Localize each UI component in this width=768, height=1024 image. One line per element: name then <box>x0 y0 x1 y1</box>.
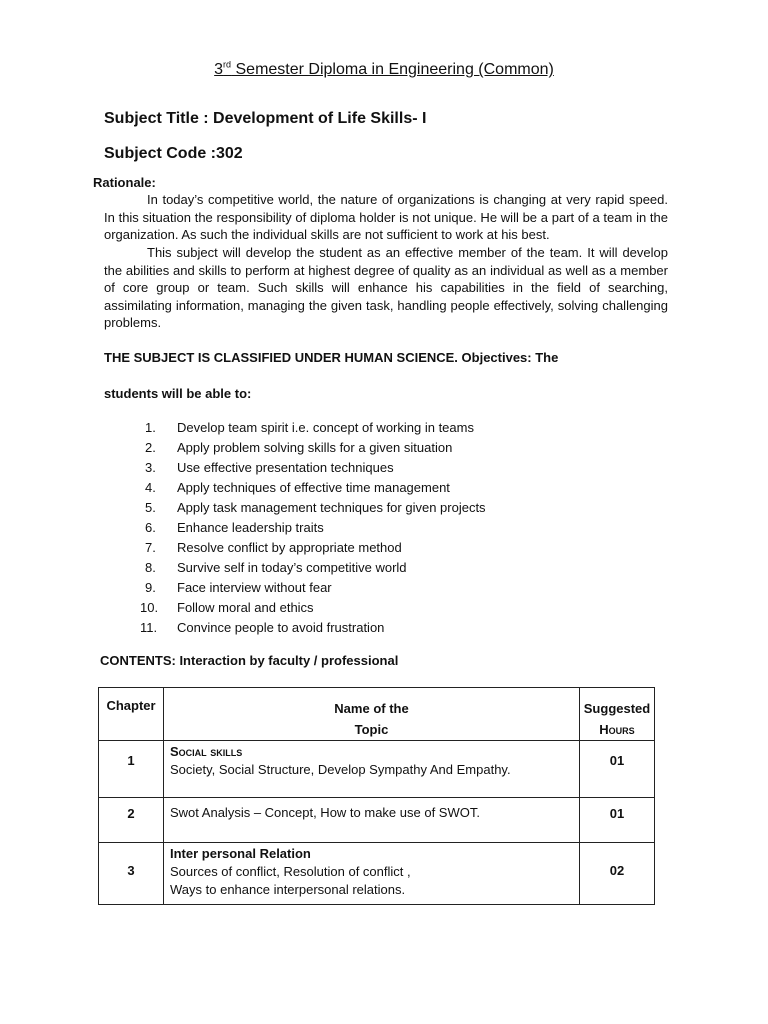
header-topic-line2: Topic <box>354 722 389 737</box>
subject-code: Subject Code :302 <box>104 145 243 162</box>
objective-number: 3. <box>145 460 156 475</box>
objective-number: 9. <box>145 580 156 595</box>
semester-superscript: rd <box>223 60 232 70</box>
contents-label: CONTENTS: Interaction by faculty / professional <box>100 653 399 668</box>
classification-statement: THE SUBJECT IS CLASSIFIED UNDER HUMAN SCIENCE. Objectives: The <box>104 350 559 365</box>
table-row <box>99 843 655 905</box>
objective-number: 1. <box>145 420 156 435</box>
objective-number: 11. <box>140 620 158 635</box>
rationale-paragraph-1 <box>104 191 668 244</box>
objective-number: 10. <box>140 600 159 615</box>
objective-text: Follow moral and ethics <box>177 600 314 615</box>
objective-text: Face interview without fear <box>177 580 332 595</box>
table-row <box>99 798 655 843</box>
objective-item <box>104 479 486 499</box>
objectives-list <box>104 419 486 639</box>
semester-number: 3 <box>214 61 224 79</box>
objective-text: Develop team spirit i.e. concept of working in teams <box>177 420 474 435</box>
header-topic <box>164 688 580 741</box>
document-heading <box>0 60 768 79</box>
rationale-paragraph-2-text: This subject will develop the student as an effective member of the team. It will develop the abilities and skills to perform at highest degree of quality as an individual as well as a member of core group or team. Such skills will enhance his capabilities in the field of searching, assimilating information, managing the given task, handling people effectively, solving challenging problems. <box>104 245 668 331</box>
chapter-number: 2 <box>99 798 164 843</box>
objective-item <box>104 519 486 539</box>
objective-number: 4. <box>145 480 156 495</box>
suggested-hours: 01 <box>580 741 655 798</box>
rationale-paragraph-1-text: In today’s competitive world, the nature of organizations is changing at very rapid speed. In this situation the responsibility of diploma holder is not unique. He will be a part of a team in the organization. As such the individual skills are not sufficient to work at his best. <box>104 192 668 243</box>
header-topic-line1: Name of the <box>334 701 409 716</box>
heading-line <box>214 61 554 78</box>
topic-detail: Society, Social Structure, Develop Sympathy And Empathy. <box>170 762 511 777</box>
objective-item <box>104 499 486 519</box>
topic-cell <box>164 843 580 905</box>
objective-text: Apply problem solving skills for a given situation <box>177 440 453 455</box>
topic-detail: Swot Analysis – Concept, How to make use of SWOT. <box>170 805 480 820</box>
objective-item <box>104 439 486 459</box>
objective-text: Use effective presentation techniques <box>177 460 394 475</box>
objective-item <box>104 539 486 559</box>
topic-cell <box>164 798 580 843</box>
topic-cell <box>164 741 580 798</box>
chapter-number: 3 <box>99 843 164 905</box>
objective-item <box>104 619 486 639</box>
objective-text: Apply techniques of effective time management <box>177 480 450 495</box>
table-row <box>99 741 655 798</box>
heading-text: Semester Diploma in Engineering (Common) <box>231 61 554 79</box>
objective-number: 8. <box>145 560 156 575</box>
objective-text: Resolve conflict by appropriate method <box>177 540 402 555</box>
suggested-hours: 02 <box>580 843 655 905</box>
objective-text: Convince people to avoid frustration <box>177 620 385 635</box>
topic-detail-2: Ways to enhance interpersonal relations. <box>170 882 406 897</box>
objective-number: 6. <box>145 520 156 535</box>
suggested-hours: 01 <box>580 798 655 843</box>
topic-title: Social skills <box>170 744 243 759</box>
objective-number: 2. <box>145 440 156 455</box>
objective-item <box>104 579 486 599</box>
objective-item <box>104 559 486 579</box>
objective-number: 7. <box>145 540 156 555</box>
objective-text: Enhance leadership traits <box>177 520 324 535</box>
objective-number: 5. <box>145 500 156 515</box>
objective-item <box>104 599 486 619</box>
header-hours-line1: Suggested <box>583 701 651 716</box>
rationale-label: Rationale: <box>93 175 156 190</box>
students-intro: students will be able to: <box>104 386 252 401</box>
objective-text: Apply task management techniques for given projects <box>177 500 486 515</box>
header-hours-line2: Hours <box>599 722 635 737</box>
topic-title: Inter personal Relation <box>170 846 311 861</box>
chapter-number: 1 <box>99 741 164 798</box>
topic-detail: Sources of conflict, Resolution of conflict , <box>170 864 411 879</box>
objective-text: Survive self in today’s competitive world <box>177 560 407 575</box>
rationale-paragraph-2 <box>104 244 668 332</box>
subject-title: Subject Title : Development of Life Skills- I <box>104 110 427 127</box>
objective-item <box>104 459 486 479</box>
objective-item <box>104 419 486 439</box>
header-chapter: Chapter <box>99 688 164 741</box>
table-header-row <box>99 688 655 741</box>
contents-table <box>98 687 655 905</box>
header-hours <box>580 688 655 741</box>
